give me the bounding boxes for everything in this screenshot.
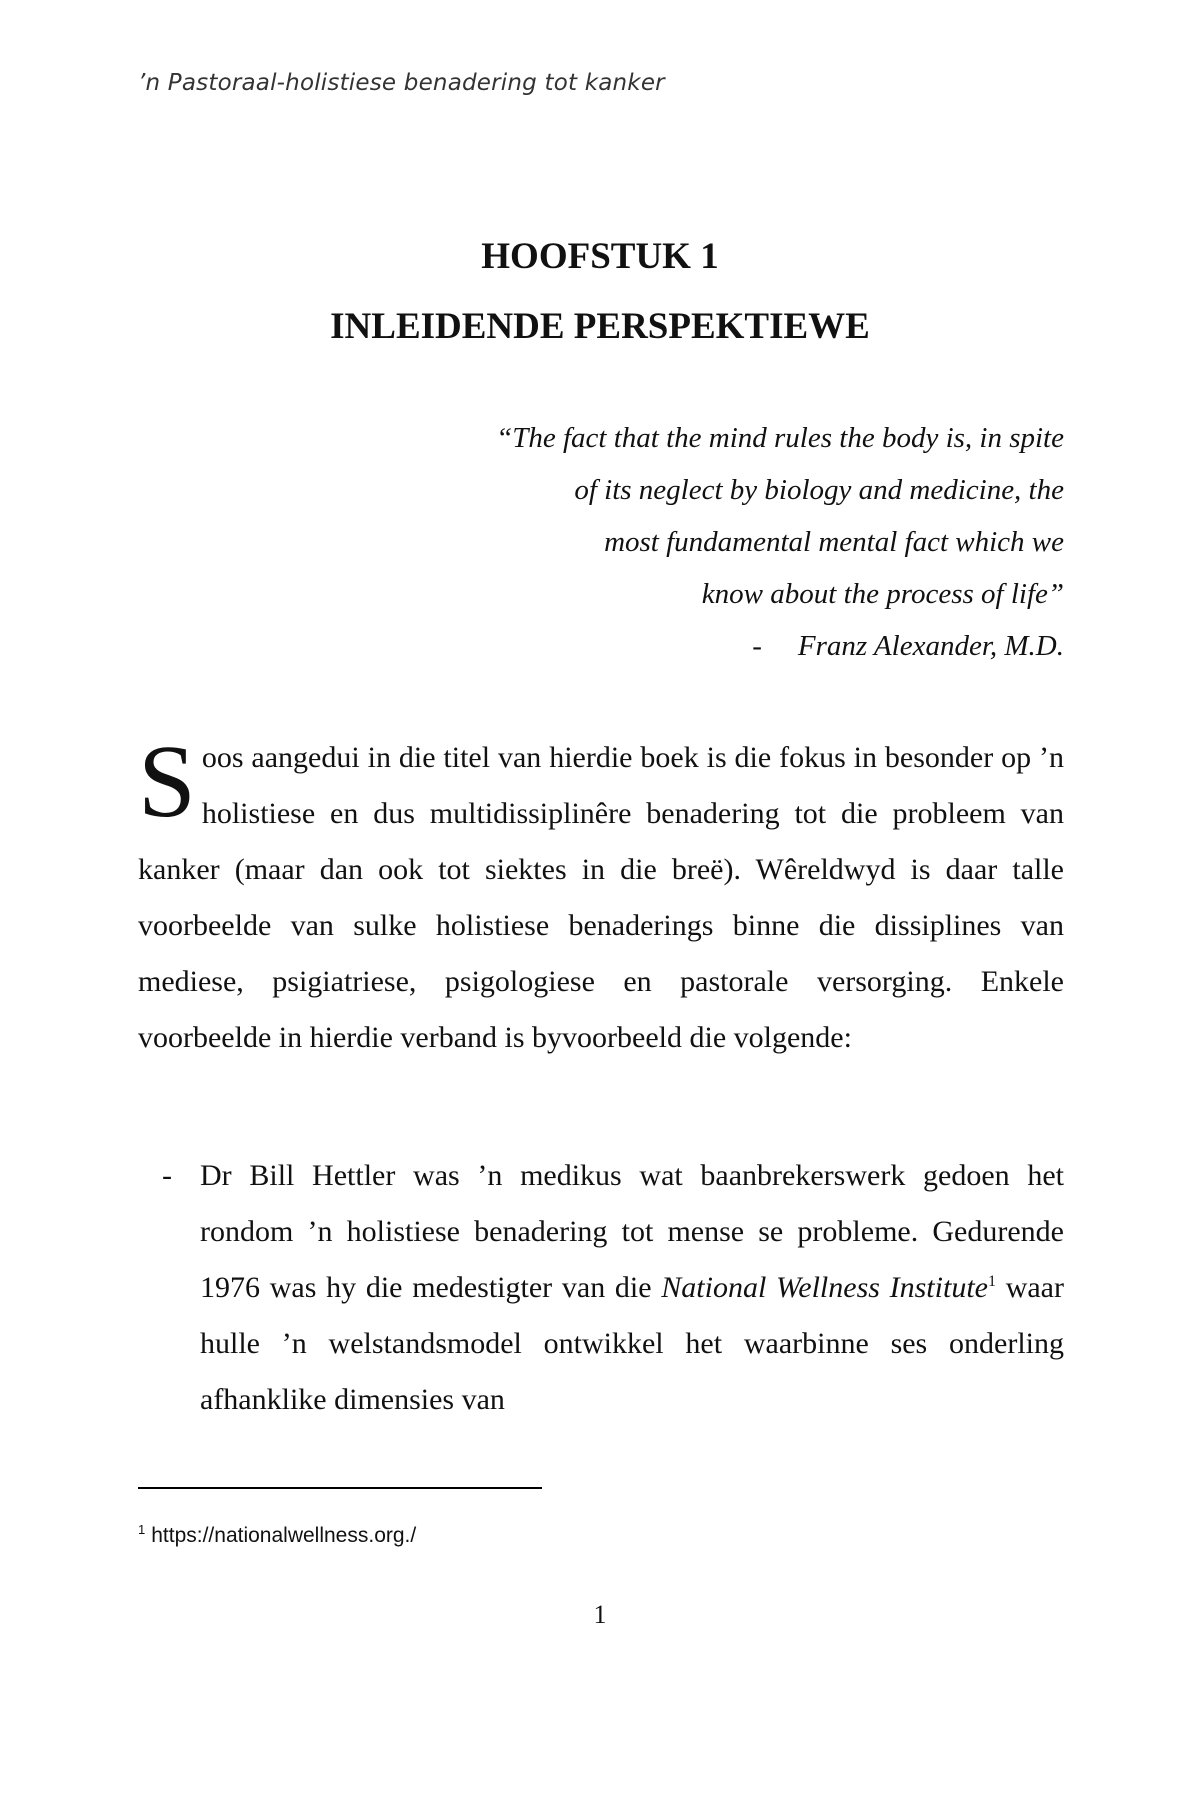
list-text-before: Dr Bill Hettler was ’n medikus wat baanbrekerswerk gedoen het rondom ’n holistiese benadering tot mense se probleme. Gedurende 1976 was hy die medestigter van die (200, 1159, 1064, 1304)
footnote (138, 1522, 416, 1548)
chapter-heading (0, 222, 1200, 362)
running-header: ’n Pastoraal-holistiese benadering tot kanker (138, 70, 665, 96)
chapter-title: INLEIDENDE PERSPEKTIEWE (330, 306, 870, 347)
footnote-number: 1 (138, 1522, 146, 1537)
list-item (138, 1148, 1064, 1428)
list-marker: - (162, 1159, 172, 1192)
footnote-separator (138, 1487, 542, 1489)
list-text-after: waar hulle ’n welstandsmodel ontwikkel het waarbinne ses onderling afhanklike dimensies van (200, 1271, 1064, 1416)
list-item-text (200, 1148, 1064, 1428)
footnote-reference[interactable]: 1 (987, 1273, 996, 1290)
epigraph-attribution (304, 620, 1064, 672)
attribution-author: Franz Alexander, M.D. (797, 630, 1064, 662)
example-list (138, 1148, 1064, 1428)
chapter-number: HOOFSTUK 1 (481, 236, 719, 277)
drop-cap: S (138, 724, 196, 839)
paragraph-text: oos aangedui in die titel van hierdie boek is die fokus in besonder op ’n holistiese en dus multidissiplinêre benadering tot die probleem van kanker (maar dan ook tot siektes in die breë). Wêreldwyd is daar talle voorbeelde van sulke holistiese benaderings binne die dissiplines van mediese, psigiatriese, psigologiese en pastorale versorging. Enkele voorbeelde in hierdie verband is byvoorbeeld die volgende: (138, 741, 1064, 1054)
epigraph-line: “The fact that the mind rules the body is, in spite (496, 422, 1064, 454)
page-number: 1 (593, 1600, 607, 1629)
body-paragraph (138, 724, 1064, 1066)
epigraph-line: know about the process of life” (701, 578, 1064, 610)
institute-name: National Wellness Institute (661, 1271, 988, 1304)
attribution-dash: - (752, 630, 762, 662)
epigraph (304, 412, 1064, 672)
footnote-url[interactable]: https://nationalwellness.org./ (151, 1524, 417, 1547)
epigraph-line: of its neglect by biology and medicine, the (574, 474, 1064, 506)
epigraph-line: most fundamental mental fact which we (604, 526, 1064, 558)
